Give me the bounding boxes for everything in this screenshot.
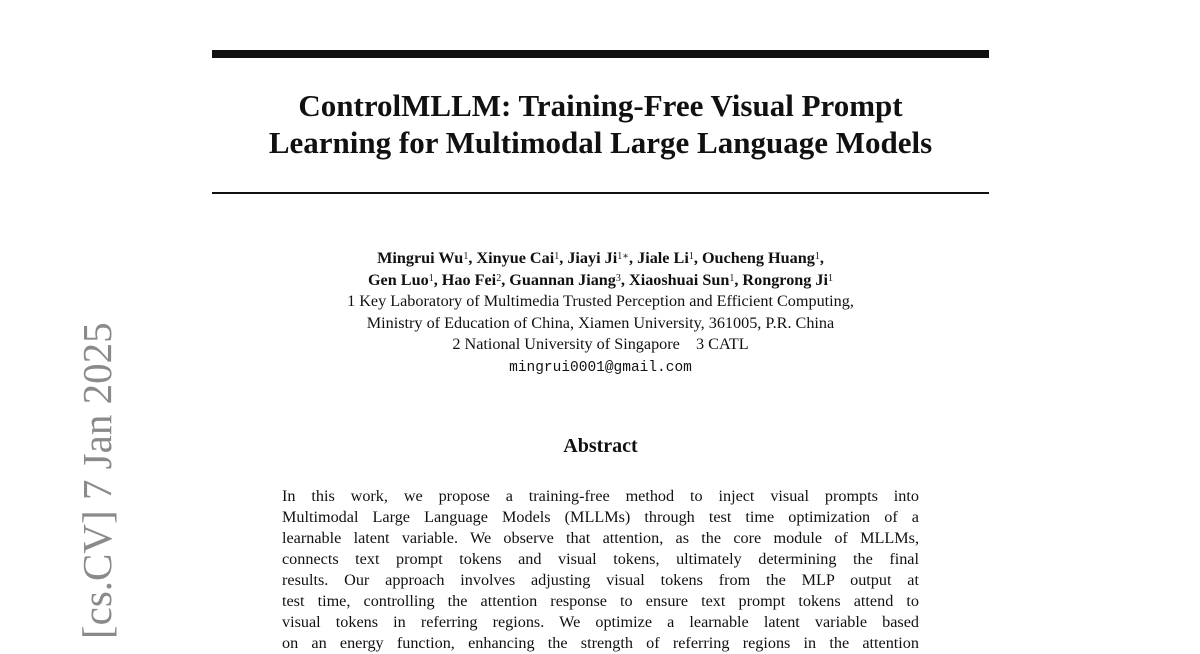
author-name: Gen Luo$^1$,	[367, 270, 442, 289]
title-rule	[212, 192, 989, 194]
abstract-heading: Abstract	[563, 435, 638, 457]
abstract-line: learnable latent variable. We observe that attention, as the core module of MLLMs,	[282, 529, 919, 547]
affiliation-line: 1 Key Laboratory of Multimedia Trusted Perception and Efficient Computing,	[347, 292, 854, 310]
affiliation-line	[212, 334, 989, 356]
abstract-line: test time, controlling the attention response to ensure text prompt tokens attend to	[282, 592, 919, 610]
author-name: Mingrui Wu$^1$,	[377, 249, 477, 267]
affiliation-line: Ministry of Education of China, Xiamen University, 361005, P.R. China	[366, 313, 835, 332]
author-name: Guannan Jiang$^3$,	[509, 270, 629, 289]
author-name: Jiayi $Ji^{1∗}$,	[567, 249, 638, 267]
author-name: Oucheng Huang$^1$,	[701, 249, 824, 267]
affiliation-3: 3 CATL	[696, 335, 749, 353]
author-name: Xinyue Cai$^1$,	[476, 249, 568, 267]
abstract-line: on an energy function, enhancing the strength of referring regions in the attention	[282, 634, 919, 652]
abstract-line: In this work, we propose a training-free method to inject visual prompts into	[282, 487, 919, 505]
title-line: Learning for Multimodal Large Language Models	[268, 125, 933, 160]
author-line-1	[212, 248, 989, 270]
author-name: Hao Fei$^2$,	[441, 270, 510, 289]
contact-email: mingrui0001@gmail.com	[509, 359, 692, 376]
author-name: Jiale Li$^1$,	[637, 249, 702, 267]
abstract-line: Multimodal Large Language Models (MLLMs) through test time optimization of a	[282, 508, 919, 526]
paper-title	[212, 87, 989, 161]
abstract-body	[282, 486, 919, 654]
affiliation-2: 2 National University of Singapore	[452, 335, 680, 353]
top-rule	[212, 50, 989, 58]
title-line: ControlMLLM: Training-Free Visual Prompt	[298, 88, 903, 123]
author-name: Xiaoshuai Sun$^1$,	[629, 270, 743, 289]
abstract-line: visual tokens in referring regions. We optimize a learnable latent variable based	[282, 613, 919, 631]
contact-email-line	[212, 356, 989, 380]
author-line-2	[212, 270, 989, 292]
author-block	[212, 248, 989, 379]
abstract-line: results. Our approach involves adjusting visual tokens from the MLP output at	[282, 571, 919, 589]
arxiv-side-stamp: [cs.CV] 7 Jan 2025	[74, 322, 120, 639]
author-name: Rongrong Ji$^1$	[742, 270, 834, 289]
abstract-line: connects text prompt tokens and visual tokens, ultimately determining the final	[282, 550, 919, 568]
